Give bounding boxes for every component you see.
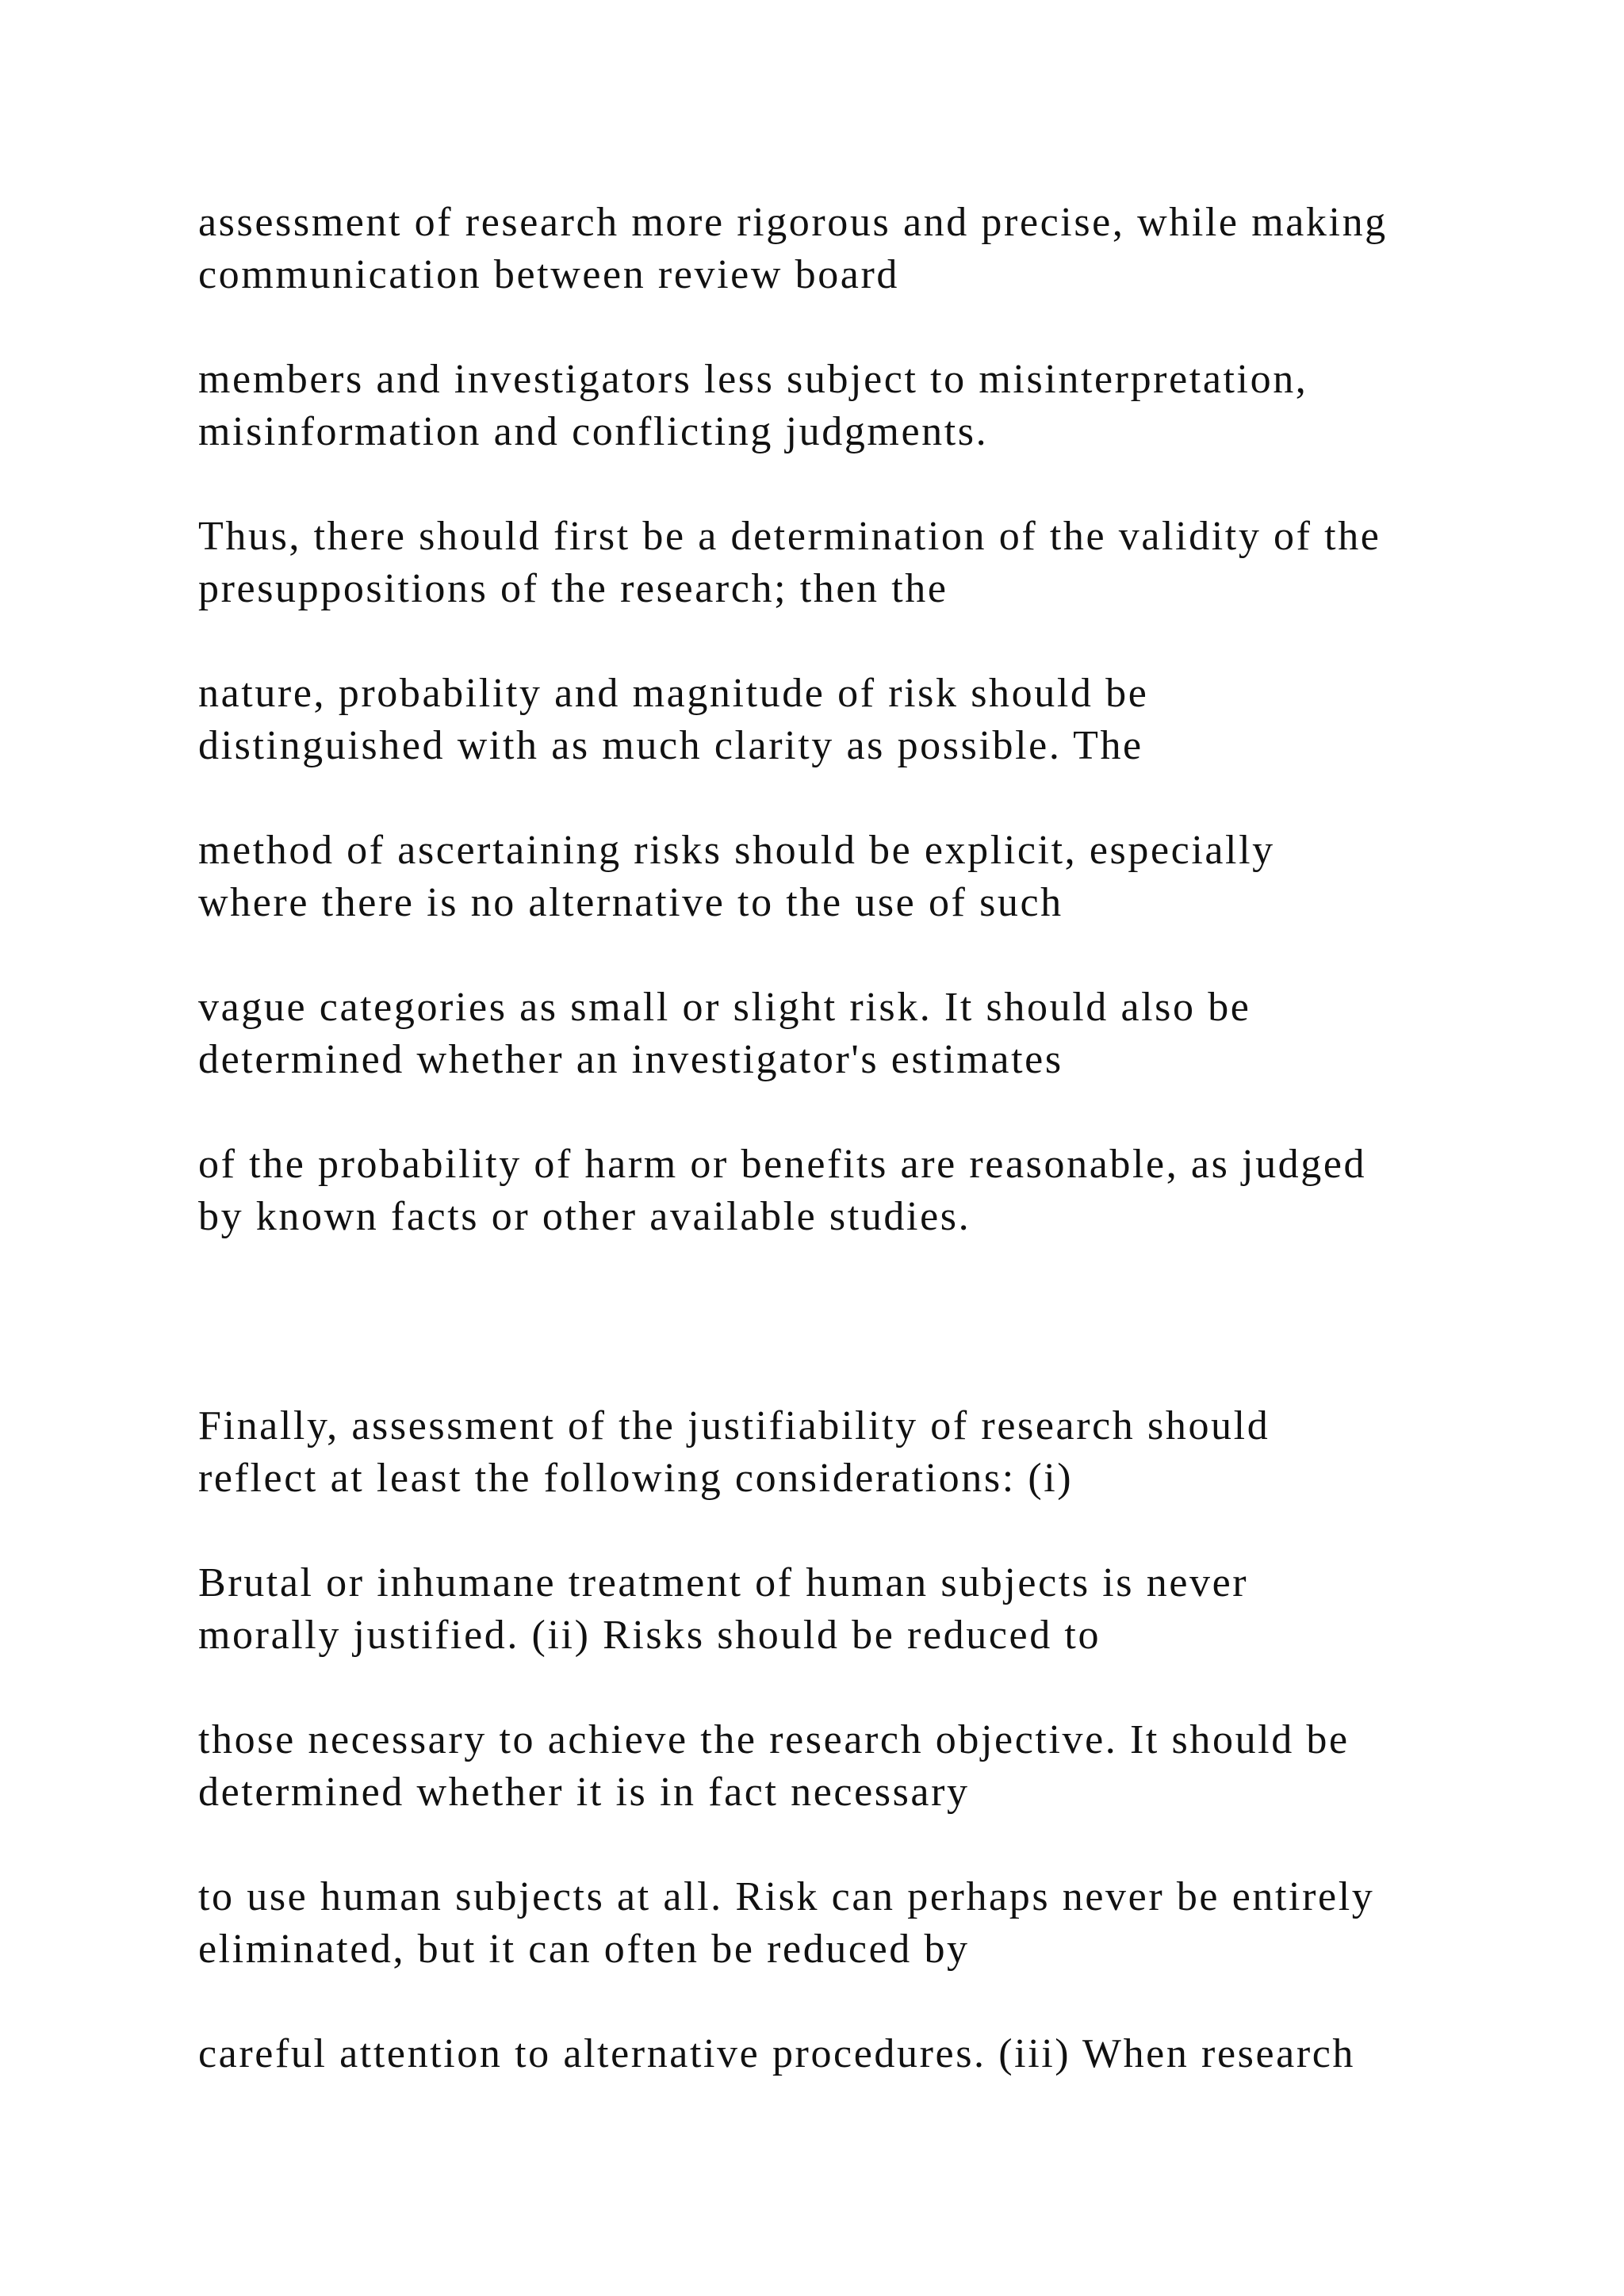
text-line: reflect at least the following considerations: (i) [198, 1456, 1074, 1501]
text-line: communication between review board [198, 252, 899, 297]
text-line: Thus, there should first be a determination of the validity of the [198, 514, 1381, 559]
paragraph-8 [198, 1400, 1435, 1505]
text-line: vague categories as small or slight risk. It should also be [198, 985, 1251, 1030]
text-line: where there is no alternative to the use of such [198, 880, 1063, 925]
paragraph-5 [198, 825, 1435, 929]
text-line: determined whether it is in fact necessary [198, 1770, 970, 1815]
text-line: nature, probability and magnitude of risk should be [198, 671, 1149, 716]
text-line: Finally, assessment of the justifiability of research should [198, 1403, 1270, 1448]
paragraph-9 [198, 1557, 1435, 1662]
paragraph-1 [198, 197, 1435, 301]
text-line: Brutal or inhumane treatment of human subjects is never [198, 1560, 1249, 1605]
text-line: to use human subjects at all. Risk can perhaps never be entirely [198, 1874, 1375, 1919]
paragraph-2 [198, 354, 1435, 458]
text-line: morally justified. (ii) Risks should be reduced to [198, 1613, 1101, 1658]
text-line: method of ascertaining risks should be explicit, especially [198, 828, 1275, 873]
paragraph-11 [198, 1871, 1435, 1976]
text-line: presuppositions of the research; then the [198, 566, 948, 611]
text-line: misinformation and conflicting judgments. [198, 409, 989, 454]
body-text [198, 197, 1435, 2133]
text-line: careful attention to alternative procedures. (iii) When research [198, 2031, 1356, 2076]
text-line: members and investigators less subject to misinterpretation, [198, 357, 1308, 402]
paragraph-12 [198, 2028, 1435, 2080]
text-line: determined whether an investigator's estimates [198, 1037, 1063, 1082]
paragraph-7 [198, 1138, 1435, 1243]
paragraph-6 [198, 982, 1435, 1086]
paragraph-3 [198, 511, 1435, 615]
text-line: assessment of research more rigorous and precise, while making [198, 200, 1388, 245]
text-line: by known facts or other available studies. [198, 1194, 971, 1239]
text-line: distinguished with as much clarity as possible. The [198, 723, 1143, 768]
paragraph-10 [198, 1714, 1435, 1819]
text-line: eliminated, but it can often be reduced by [198, 1927, 970, 1972]
text-line: of the probability of harm or benefits are reasonable, as judged [198, 1142, 1367, 1187]
paragraph-4 [198, 668, 1435, 772]
text-line: those necessary to achieve the research objective. It should be [198, 1717, 1350, 1762]
